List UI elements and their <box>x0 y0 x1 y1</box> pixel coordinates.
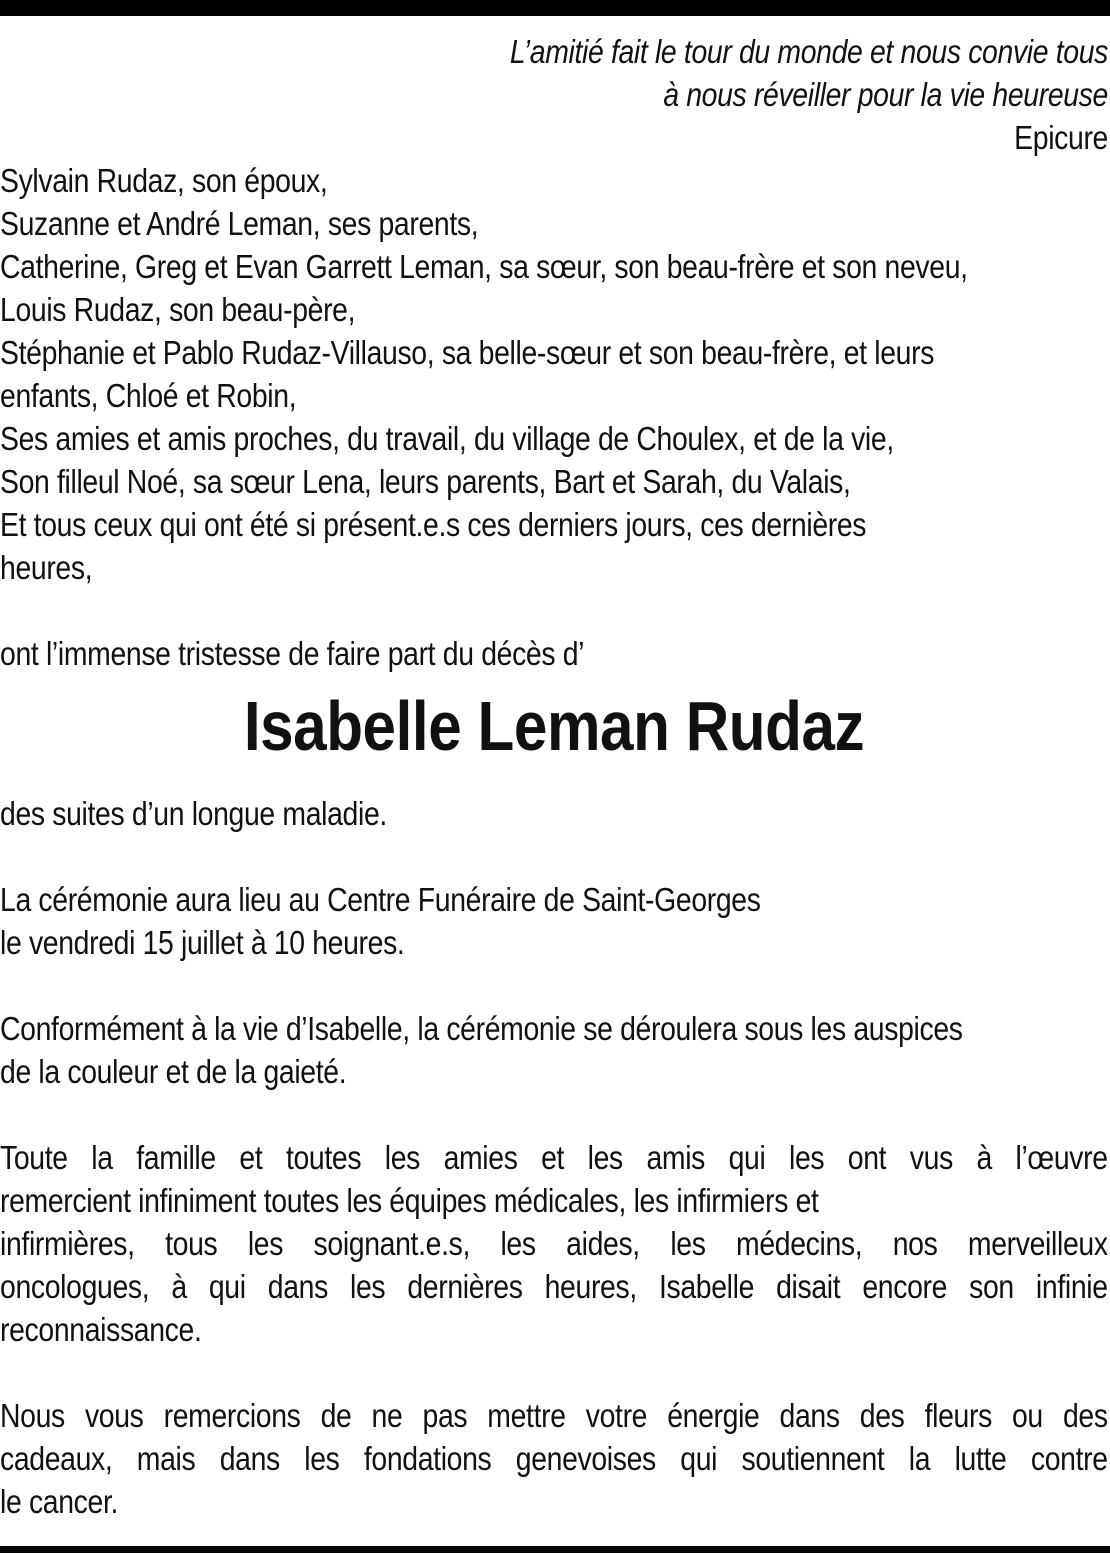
thanks-paragraph <box>0 1136 1108 1351</box>
thanks-line: infirmières, tous les soignant.e.s, les aides, les médecins, nos merveilleux <box>0 1225 1108 1262</box>
thanks-line: Toute la famille et toutes les amies et les amis qui les ont vus à l’œuvre <box>0 1139 1108 1176</box>
donations-line: Nous vous remercions de ne pas mettre votre énergie dans des fleurs ou des <box>0 1397 1108 1434</box>
epigraph-author: Epicure <box>1014 119 1108 156</box>
top-rule <box>0 0 1110 16</box>
announcement-text: ont l’immense tristesse de faire part du décès d’ <box>0 635 585 672</box>
epigraph-line-2: à nous réveiller pour la vie heureuse <box>663 76 1108 113</box>
family-line: Et tous ceux qui ont été si présent.e.s ces derniers jours, ces dernières <box>0 506 867 543</box>
donations-line: le cancer. <box>0 1483 119 1520</box>
donations-line: cadeaux, mais dans les fondations genevoises qui soutiennent la lutte contre <box>0 1440 1108 1477</box>
epigraph-line-1: L’amitié fait le tour du monde et nous convie tous <box>509 33 1108 70</box>
cause-text: des suites d’un longue maladie. <box>0 795 387 832</box>
spacer <box>0 964 1108 1007</box>
family-line: Suzanne et André Leman, ses parents, <box>0 205 479 242</box>
obituary-notice <box>0 30 1108 1523</box>
spacer <box>0 835 1108 878</box>
family-line: Catherine, Greg et Evan Garrett Leman, sa sœur, son beau-frère et son neveu, <box>0 248 968 285</box>
bottom-rule <box>0 1546 1110 1553</box>
ceremony-line-2: le vendredi 15 juillet à 10 heures. <box>0 924 405 961</box>
ceremony-info <box>0 878 1108 964</box>
thanks-line: remercient infiniment toutes les équipes médicales, les infirmiers et <box>0 1182 819 1219</box>
family-line: Louis Rudaz, son beau-père, <box>0 291 356 328</box>
family-line: heures, <box>0 549 93 586</box>
family-line: Son filleul Noé, sa sœur Lena, leurs parents, Bart et Sarah, du Valais, <box>0 463 851 500</box>
epigraph <box>0 30 1108 159</box>
family-list <box>0 159 1108 589</box>
ceremony-line-1: La cérémonie aura lieu au Centre Funéraire de Saint-Georges <box>0 881 761 918</box>
family-line: enfants, Chloé et Robin, <box>0 377 297 414</box>
family-line: Ses amies et amis proches, du travail, du village de Choulex, et de la vie, <box>0 420 894 457</box>
ceremony-spirit <box>0 1007 1108 1093</box>
spirit-line-2: de la couleur et de la gaieté. <box>0 1053 347 1090</box>
deceased-name: Isabelle Leman Rudaz <box>243 687 865 765</box>
spacer <box>0 1093 1108 1136</box>
family-line: Sylvain Rudaz, son époux, <box>0 162 328 199</box>
thanks-line: oncologues, à qui dans les dernières heures, Isabelle disait encore son infinie <box>0 1268 1108 1305</box>
thanks-line: reconnaissance. <box>0 1311 202 1348</box>
spacer <box>0 589 1108 632</box>
deceased-name-block <box>0 680 1108 776</box>
family-line: Stéphanie et Pablo Rudaz-Villauso, sa belle-sœur et son beau-frère, et leurs <box>0 334 935 371</box>
donations-paragraph <box>0 1394 1108 1523</box>
spacer <box>0 1351 1108 1394</box>
spirit-line-1: Conformément à la vie d’Isabelle, la cérémonie se déroulera sous les auspices <box>0 1010 963 1047</box>
